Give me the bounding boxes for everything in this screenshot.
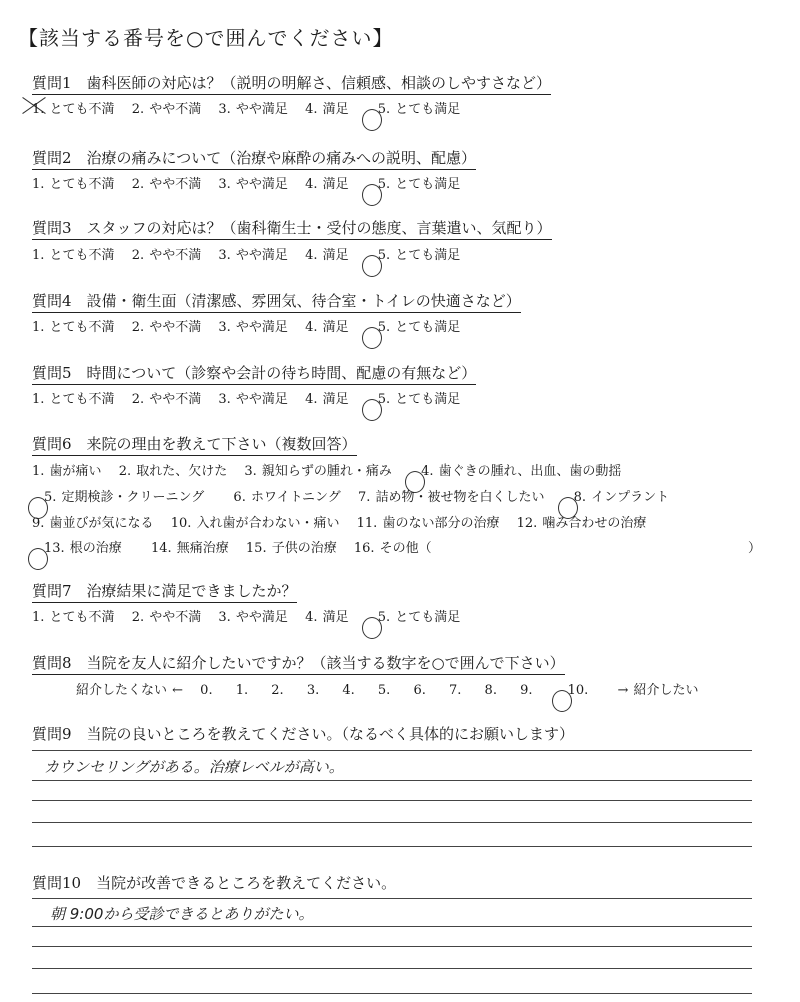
answer-line	[32, 968, 752, 969]
q6-option-1[interactable]: 1. 歯が痛い	[32, 464, 102, 479]
q5-option-5-selected[interactable]: 5. とても満足	[377, 392, 461, 407]
q6-option-8-selected[interactable]: 8. インプラント	[573, 490, 670, 505]
q9-answer[interactable]: カウンセリングがある。治療レベルが高い。	[44, 758, 344, 776]
answer-line	[32, 846, 752, 847]
q6-row-1	[32, 460, 645, 479]
q3-option-4[interactable]: 4. 満足	[305, 248, 349, 263]
q9-label: 質問9 当院の良いところを教えてください。（なるべく具体的にお願いします）	[32, 725, 575, 743]
q2-label: 質問2 治療の痛みについて（治療や麻酔の痛みへの説明、配慮）	[32, 147, 476, 170]
answer-line	[32, 898, 752, 899]
q8-label: 質問8 当院を友人に紹介したいですか？（該当する数字を○で囲んで下さい）	[32, 652, 565, 675]
q1-option-1[interactable]: 1. とても不満	[32, 102, 115, 117]
q6-option-12[interactable]: 12. 噛み合わせの治療	[516, 516, 647, 531]
answer-line	[32, 946, 752, 947]
q6-option-6[interactable]: 6. ホワイトニング	[233, 490, 341, 505]
q7-options	[32, 606, 484, 625]
q6-option-16[interactable]: 16. その他（	[353, 541, 432, 556]
q8-option-4[interactable]: 4.	[342, 683, 355, 698]
q4-option-1[interactable]: 1. とても不満	[32, 320, 115, 335]
form-title: 【該当する番号を○で囲んでください】	[18, 26, 394, 50]
q6-row-4	[32, 537, 444, 556]
q8-option-8[interactable]: 8.	[484, 683, 497, 698]
q8-option-5[interactable]: 5.	[377, 683, 391, 698]
q8-option-0[interactable]: 0.	[200, 683, 213, 698]
q4-option-5-selected[interactable]: 5. とても満足	[377, 320, 461, 335]
q10-label: 質問10 当院が改善できるところを教えてください。	[32, 874, 397, 892]
q2-option-3[interactable]: 3. やや満足	[218, 177, 288, 192]
q6-option-7[interactable]: 7. 詰め物・被せ物を白くしたい	[357, 490, 545, 505]
q8-left-label: 紹介したくない ←	[76, 683, 184, 698]
answer-line	[32, 800, 752, 801]
q4-label: 質問4 設備・衛生面（清潔感、雰囲気、待合室・トイレの快適さなど）	[32, 290, 521, 313]
q5-option-2[interactable]: 2. やや不満	[131, 392, 202, 407]
q7-option-1[interactable]: 1. とても不満	[32, 610, 115, 625]
q6-row-2	[32, 486, 693, 505]
q8-option-9[interactable]: 9.	[520, 683, 533, 698]
q6-option-4-selected[interactable]: 4. 歯ぐきの腫れ、出血、歯の動揺	[421, 464, 622, 479]
q2-options	[32, 173, 484, 192]
answer-line	[32, 750, 752, 751]
q8-right-label: → 紹介したい	[617, 683, 699, 698]
q6-option-3[interactable]: 3. 親知らずの腫れ・痛み	[244, 464, 392, 479]
answer-line	[32, 822, 752, 823]
q3-option-3[interactable]: 3. やや満足	[218, 248, 288, 263]
q2-option-4[interactable]: 4. 満足	[305, 177, 349, 192]
q5-options	[32, 388, 484, 407]
q2-option-2[interactable]: 2. やや不満	[131, 177, 202, 192]
q7-option-5-selected[interactable]: 5. とても満足	[377, 610, 461, 625]
q2-option-1[interactable]: 1. とても不満	[32, 177, 115, 192]
q10-answer[interactable]: 朝 9:00から受診できるとありがたい。	[50, 905, 314, 923]
q8-scale	[76, 679, 711, 698]
q1-option-5-selected[interactable]: 5. とても満足	[377, 102, 461, 117]
q8-option-7[interactable]: 7.	[449, 683, 462, 698]
q6-option-5-selected[interactable]: 5. 定期検診・クリーニング	[44, 490, 205, 505]
q6-label: 質問6 来院の理由を教えて下さい（複数回答）	[32, 433, 357, 456]
q6-row-3	[32, 512, 658, 531]
q4-options	[32, 316, 484, 335]
q1-option-2[interactable]: 2. やや不満	[131, 102, 202, 117]
q4-option-3[interactable]: 3. やや満足	[218, 320, 288, 335]
q6-other-close-paren: ）	[748, 541, 762, 556]
q6-option-9[interactable]: 9. 歯並びが気になる	[32, 516, 154, 531]
answer-line	[32, 926, 752, 927]
q3-label: 質問3 スタッフの対応は？（歯科衛生士・受付の態度、言葉遣い、気配り）	[32, 217, 552, 240]
q1-label: 質問1 歯科医師の対応は？（説明の明解さ、信頼感、相談のしやすさなど）	[32, 72, 551, 95]
q8-option-6[interactable]: 6.	[413, 683, 426, 698]
q6-option-15[interactable]: 15. 子供の治療	[245, 541, 337, 556]
q6-option-14[interactable]: 14. 無痛治療	[150, 541, 229, 556]
answer-line	[32, 993, 752, 994]
q8-option-1[interactable]: 1.	[235, 683, 249, 698]
answer-line	[32, 780, 752, 781]
q6-option-10[interactable]: 10. 入れ歯が合わない・痛い	[170, 516, 340, 531]
q3-option-1[interactable]: 1. とても不満	[32, 248, 115, 263]
q8-option-2[interactable]: 2.	[271, 683, 284, 698]
q6-option-2[interactable]: 2. 取れた、欠けた	[118, 464, 228, 479]
q1-option-4[interactable]: 4. 満足	[305, 102, 349, 117]
q5-option-4[interactable]: 4. 満足	[305, 392, 349, 407]
q4-option-2[interactable]: 2. やや不満	[131, 320, 202, 335]
q7-option-4[interactable]: 4. 満足	[305, 610, 349, 625]
q8-option-3[interactable]: 3.	[306, 683, 320, 698]
q6-option-13-selected[interactable]: 13. 根の治療	[44, 541, 122, 556]
q7-option-2[interactable]: 2. やや不満	[131, 610, 202, 625]
q7-option-3[interactable]: 3. やや満足	[218, 610, 288, 625]
q5-option-3[interactable]: 3. やや満足	[218, 392, 288, 407]
q5-option-1[interactable]: 1. とても不満	[32, 392, 115, 407]
q1-options	[32, 98, 484, 117]
q5-label: 質問5 時間について（診察や会計の待ち時間、配慮の有無など）	[32, 362, 476, 385]
q7-label: 質問7 治療結果に満足できましたか？	[32, 580, 297, 603]
q1-option-3[interactable]: 3. やや満足	[218, 102, 288, 117]
q3-option-5-selected[interactable]: 5. とても満足	[377, 248, 461, 263]
q3-option-2[interactable]: 2. やや不満	[131, 248, 202, 263]
q3-options	[32, 244, 484, 263]
q4-option-4[interactable]: 4. 満足	[305, 320, 349, 335]
q2-option-5-selected[interactable]: 5. とても満足	[377, 177, 461, 192]
q6-option-11[interactable]: 11. 歯のない部分の治療	[356, 516, 500, 531]
q8-option-10-selected[interactable]: 10.	[567, 683, 589, 698]
